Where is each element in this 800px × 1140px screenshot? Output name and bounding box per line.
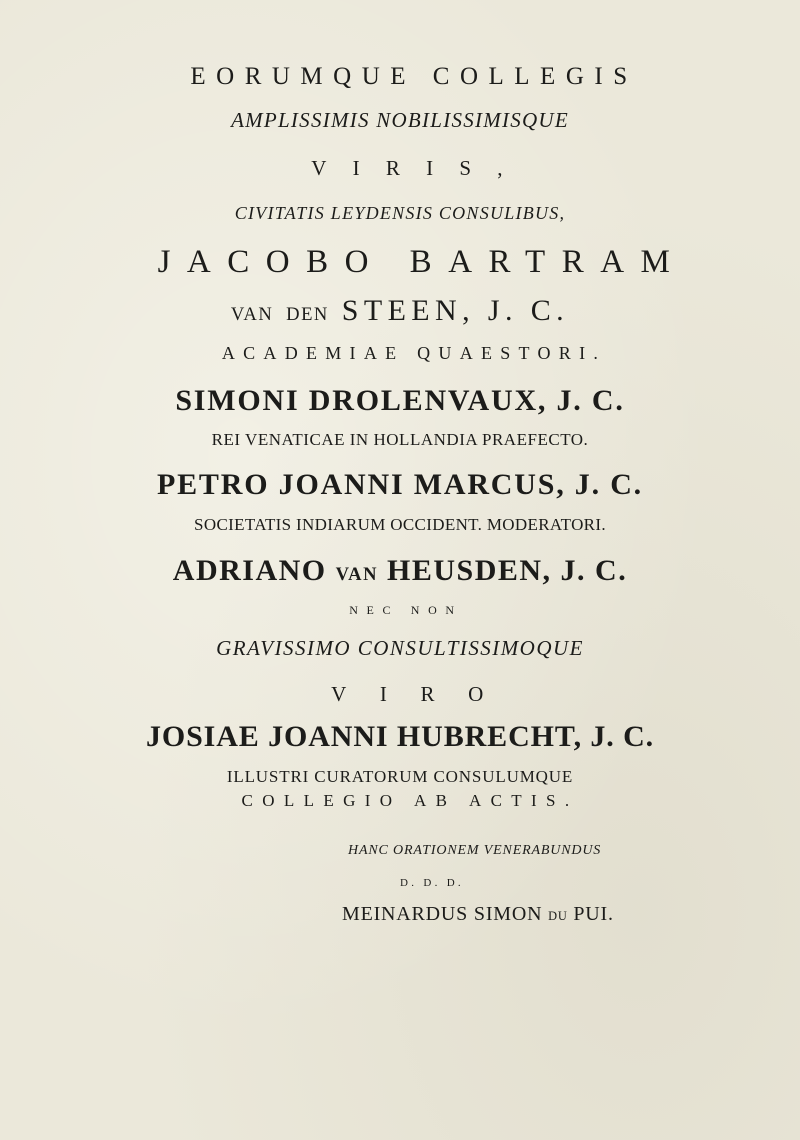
person4-surname: HEUSDEN, J. C. (387, 554, 628, 587)
person2-name: SIMONI DROLENVAUX, J. C. (175, 384, 625, 417)
person5-title-1: ILLUSTRI CURATORUM CONSULUMQUE (226, 767, 574, 786)
person1-surname-line (0, 296, 800, 326)
dedication-line-viro: VIRO (331, 682, 517, 706)
author-first: MEINARDUS SIMON (342, 903, 543, 925)
author-signature (342, 904, 800, 924)
person5-name: JOSIAE JOANNI HUBRECHT, J. C. (145, 720, 655, 753)
dedication-line-viris: VIRIS, (311, 156, 529, 180)
author-du: DU (548, 909, 568, 923)
dedication-line-eorumque: EORUMQUE COLLEGIS (190, 63, 638, 90)
person4-van: VAN (335, 564, 378, 585)
nec-non: NEC NON (349, 603, 463, 617)
person4-name-line (0, 556, 800, 586)
person1-title: ACADEMIAE QUAESTORI. (221, 343, 607, 363)
person1-den: DEN (286, 304, 329, 325)
author-last: PUI. (573, 903, 614, 925)
person3-name: PETRO JOANNI MARCUS, J. C. (157, 468, 643, 501)
closing-ddd: D. D. D. (400, 877, 464, 889)
closing-line-oratio: HANC ORATIONEM VENERABUNDUS (348, 843, 602, 858)
dedication-line-amplissimis: AMPLISSIMIS NOBILISSIMISQUE (231, 108, 569, 132)
person5-title-2: COLLEGIO AB ACTIS. (241, 791, 579, 810)
person1-surname: STEEN, J. C. (341, 294, 570, 327)
person3-title: SOCIETATIS INDIARUM OCCIDENT. MODERATORI. (194, 515, 606, 534)
person1-van: VAN (230, 304, 274, 325)
person2-title: REI VENATICAE IN HOLLANDIA PRAEFECTO. (211, 430, 589, 449)
dedication-line-gravissimo: GRAVISSIMO CONSULTISSIMOQUE (216, 636, 584, 660)
dedication-line-civitatis: CIVITATIS LEYDENSIS CONSULIBUS, (234, 203, 566, 223)
person4-first: ADRIANO (172, 554, 327, 587)
person1-name: JACOBO BARTRAM (157, 244, 687, 280)
